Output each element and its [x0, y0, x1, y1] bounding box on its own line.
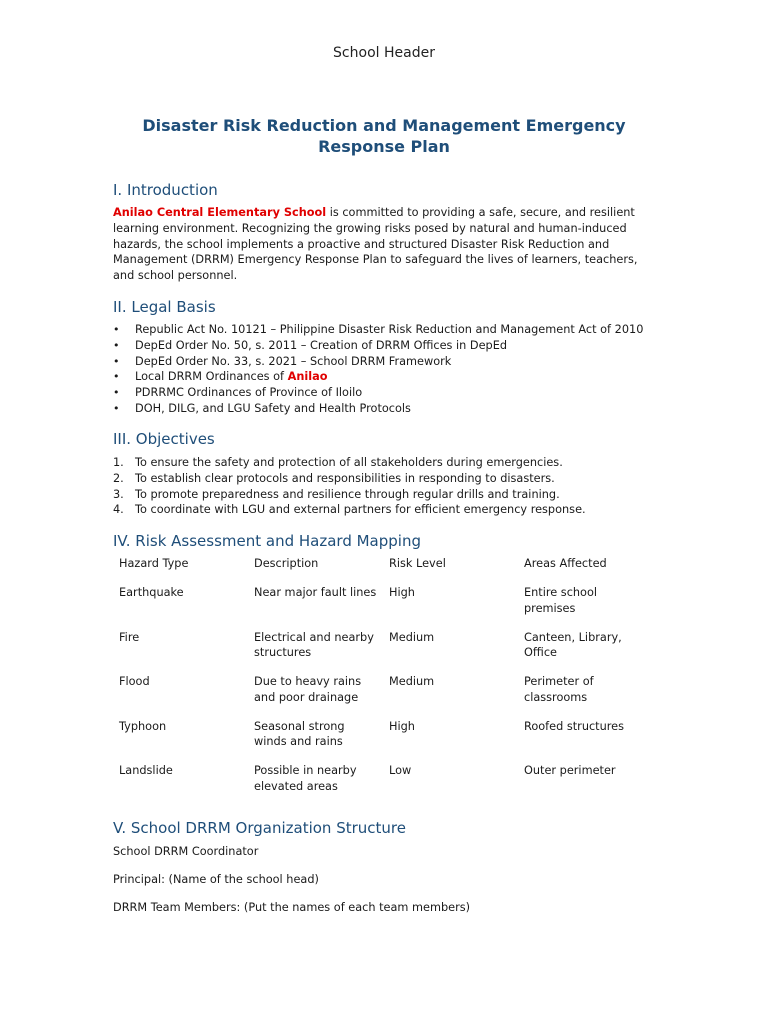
table-cell: Canteen, Library, Office — [524, 630, 622, 660]
table-cell: Electrical and nearby structures — [254, 630, 374, 660]
column-header: Areas Affected — [524, 557, 607, 570]
table-cell: Near major fault lines — [254, 586, 377, 599]
column-header: Hazard Type — [119, 557, 189, 570]
list-item: 3. To promote preparedness and resilience through regular drills and training. — [113, 487, 560, 501]
table-cell: Perimeter of classrooms — [524, 675, 594, 704]
list-item: • Local DRRM Ordinances of Anilao — [113, 370, 328, 384]
table-cell: Landslide — [119, 764, 173, 777]
table-cell: Seasonal strong winds and rains — [254, 719, 345, 749]
bullet-icon: • — [113, 386, 120, 400]
bullet-icon: • — [113, 323, 120, 336]
school-name: Anilao Central Elementary School — [113, 206, 327, 219]
risk-assessment-heading: IV. Risk Assessment and Hazard Mapping — [113, 532, 421, 550]
introduction-heading: I. Introduction — [113, 181, 218, 199]
school-header: School Header — [333, 45, 435, 61]
table-cell: Earthquake — [119, 586, 184, 599]
table-cell: Due to heavy rains and poor drainage — [254, 675, 362, 704]
table-cell: Low — [389, 764, 412, 777]
legal-basis-list — [113, 322, 673, 417]
introduction-text: is committed to providing a safe, secure, and resilient learning environment. Recognizing the growing risks posed by natural and human-induced hazards, the school implements a proactive and structured Disaster Risk Reduction and Management (DRRM) Emergency Response Plan to safeguard the lives of learners, teachers, and school personnel. — [113, 206, 638, 283]
organization-heading: V. School DRRM Organization Structure — [113, 819, 406, 837]
table-cell: Roofed structures — [524, 719, 625, 733]
municipality-highlight: Anilao — [287, 370, 328, 384]
principal-line: Principal: (Name of the school head) — [113, 873, 319, 886]
document-title: Disaster Risk Reduction and Management Emergency Response Plan — [142, 116, 626, 156]
table-cell: Possible in nearby elevated areas — [254, 764, 357, 793]
table-cell: Outer perimeter — [524, 764, 616, 777]
list-item: • Republic Act No. 10121 – Philippine Disaster Risk Reduction and Management Act of 2010 — [113, 323, 644, 336]
list-item: • DepEd Order No. 33, s. 2021 – School DRRM Framework — [113, 354, 452, 368]
objectives-list — [113, 455, 673, 518]
introduction-paragraph — [113, 205, 653, 284]
bullet-icon: • — [113, 401, 120, 415]
table-cell: Typhoon — [119, 719, 167, 733]
table-cell: High — [389, 719, 415, 733]
table-cell: Medium — [389, 630, 435, 644]
table-row — [113, 630, 653, 675]
table-cell: Entire school premises — [524, 586, 598, 615]
table-cell: High — [389, 586, 415, 599]
list-item: • DOH, DILG, and LGU Safety and Health Protocols — [113, 401, 411, 415]
table-header-row — [113, 556, 653, 585]
list-item: • DepEd Order No. 50, s. 2011 – Creation of DRRM Offices in DepEd — [113, 338, 508, 352]
column-header: Risk Level — [389, 557, 446, 570]
objectives-heading: III. Objectives — [113, 430, 215, 448]
table-cell: Fire — [119, 630, 140, 644]
column-header: Description — [254, 557, 319, 570]
bullet-icon: • — [113, 354, 120, 368]
list-item: 2. To establish clear protocols and responsibilities in responding to disasters. — [113, 471, 555, 485]
list-item: 1. To ensure the safety and protection of all stakeholders during emergencies. — [113, 456, 563, 469]
coordinator-line: School DRRM Coordinator — [113, 845, 259, 858]
table-row — [113, 585, 653, 630]
table-cell: Medium — [389, 675, 435, 688]
hazard-table — [113, 556, 653, 808]
list-item: • PDRRMC Ordinances of Province of Iloilo — [113, 386, 363, 400]
list-item: 4. To coordinate with LGU and external partners for efficient emergency response. — [113, 503, 586, 517]
legal-basis-heading: II. Legal Basis — [113, 298, 216, 316]
table-cell: Flood — [119, 675, 150, 688]
table-row — [113, 719, 653, 764]
table-row — [113, 674, 653, 719]
table-row — [113, 763, 653, 808]
bullet-icon: • — [113, 370, 120, 384]
bullet-icon: • — [113, 338, 120, 352]
team-members-line: DRRM Team Members: (Put the names of each team members) — [113, 901, 471, 914]
